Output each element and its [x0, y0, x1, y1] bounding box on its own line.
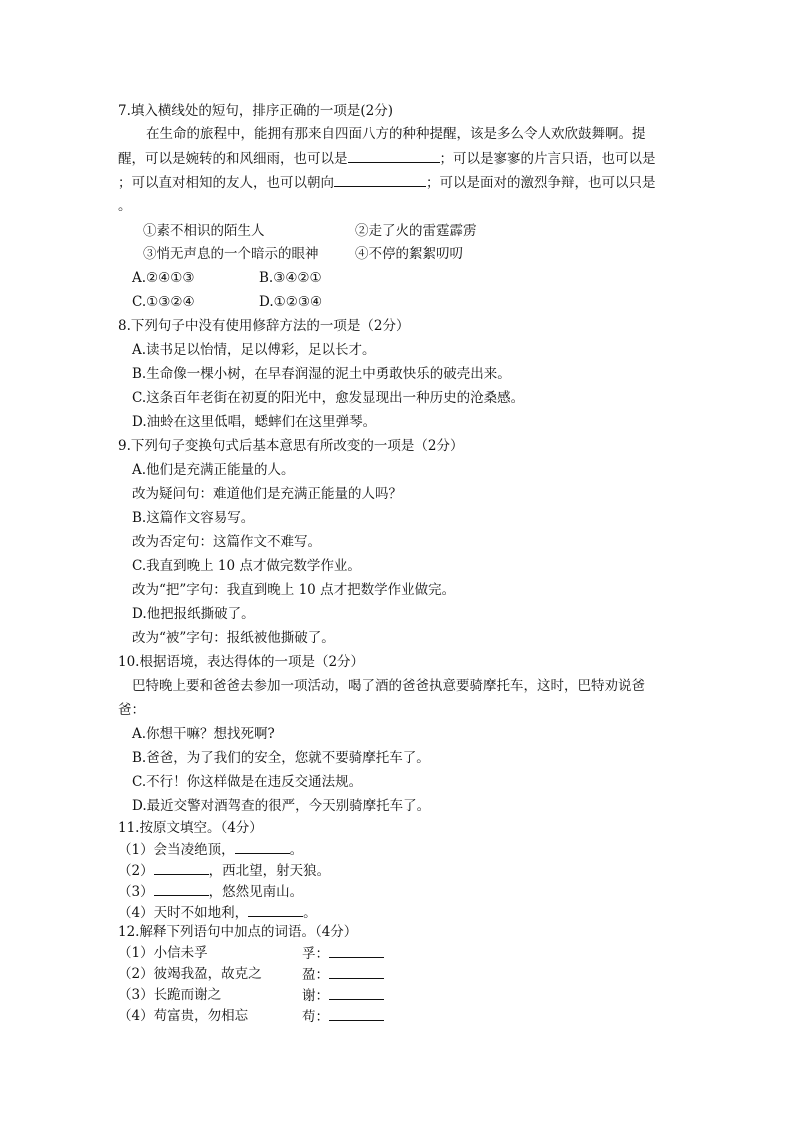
- q7-item-4: ④不停的絮絮叨叨: [355, 246, 463, 262]
- q12-word-1: 孚：: [302, 943, 384, 964]
- blank[interactable]: [334, 172, 426, 187]
- blank[interactable]: [248, 902, 303, 917]
- q8-option-c: C.这条百年老街在初夏的阳光中，愈发显现出一种历史的沧桑感。: [132, 390, 525, 406]
- blank[interactable]: [329, 943, 384, 958]
- q7-item-2: ②走了火的雷霆霹雳: [355, 223, 477, 239]
- q7-option-d: D.①②③④: [259, 294, 323, 310]
- q10-context-line1: 巴特晚上要和爸爸去参加一项活动，喝了酒的爸爸执意要骑摩托车，这时，巴特劝说爸: [132, 678, 645, 694]
- q9-change-a: 改为疑问句：难道他们是充满正能量的人吗？: [132, 486, 402, 502]
- q9-change-c: 改为“把”字句：我直到晚上 10 点才把数学作业做完。: [132, 582, 456, 598]
- q11-line-4: （4）天时不如地利， 。: [118, 902, 317, 923]
- q7-passage-line2: 醒，可以是婉转的和风细雨，也可以是 ；可以是寥寥的片言只语，也可以是: [118, 148, 656, 169]
- q12-sentence-1: （1）小信未孚: [118, 945, 208, 961]
- q9-change-d: 改为“被”字句：报纸被他撕破了。: [132, 630, 335, 646]
- q9-change-b: 改为否定句：这篇作文不难写。: [132, 534, 321, 550]
- q10-option-b: B.爸爸，为了我们的安全，您就不要骑摩托车了。: [132, 750, 430, 766]
- q7-item-1: ①素不相识的陌生人: [143, 223, 265, 239]
- q12-title: 12.解释下列语句中加点的词语。（4分）: [118, 924, 358, 940]
- blank[interactable]: [154, 860, 209, 875]
- q11-line-3: （3） ，悠然见南山。: [118, 881, 303, 902]
- q10-context-line2: 爸：: [118, 702, 145, 718]
- q10-title: 10.根据语境，表达得体的一项是（2分）: [118, 654, 365, 670]
- q12-word-3: 谢：: [302, 985, 384, 1006]
- blank[interactable]: [329, 964, 384, 979]
- q11-title: 11.按原文填空。（4分）: [118, 820, 263, 836]
- q12-sentence-3: （3）长跪而谢之: [118, 987, 222, 1003]
- q7-item-3: ③悄无声息的一个暗示的眼神: [143, 246, 319, 262]
- blank[interactable]: [348, 148, 440, 163]
- q9-option-b: B.这篇作文容易写。: [132, 510, 255, 526]
- q7-option-c: C.①③②④: [132, 294, 195, 310]
- q8-option-a: A.读书足以怡情，足以傅彩，足以长才。: [132, 342, 376, 358]
- blank[interactable]: [154, 881, 209, 896]
- q12-word-4: 苟：: [302, 1006, 384, 1027]
- q8-title: 8.下列句子中没有使用修辞方法的一项是（2分）: [118, 318, 410, 334]
- q7-option-b: B.③④②①: [259, 270, 322, 286]
- q10-option-d: D.最近交警对酒驾查的很严，今天别骑摩托车了。: [132, 798, 431, 814]
- q9-option-a: A.他们是充满正能量的人。: [132, 462, 295, 478]
- q10-option-a: A.你想干嘛？想找死啊?: [132, 726, 275, 742]
- blank[interactable]: [235, 839, 290, 854]
- q11-line-2: （2） ，西北望，射天狼。: [118, 860, 330, 881]
- q8-option-d: D.油蛉在这里低唱，蟋蟀们在这里弹琴。: [132, 414, 377, 430]
- q7-passage-line1: 在生命的旅程中，能拥有那来自四面八方的种种提醒，该是多么令人欢欣鼓舞啊。提: [146, 126, 646, 142]
- q7-option-a: A.②④①③: [132, 270, 195, 286]
- q11-line-1: （1）会当凌绝顶， 。: [118, 839, 303, 860]
- q12-sentence-2: （2）彼竭我盈，故克之: [118, 966, 262, 982]
- q7-passage-line3: ；可以直对相知的友人，也可以朝向 ；可以是面对的激烈争辩，也可以只是: [118, 172, 656, 193]
- q9-option-d: D.他把报纸撕破了。: [132, 606, 255, 622]
- q8-option-b: B.生命像一棵小树，在早春润湿的泥土中勇敢快乐的破壳出来。: [132, 366, 511, 382]
- blank[interactable]: [329, 985, 384, 1000]
- q12-sentence-4: （4）苟富贵，勿相忘: [118, 1008, 249, 1024]
- q7-title: 7.填入横线处的短句，排序正确的一项是(2分): [118, 103, 394, 119]
- q9-title: 9.下列句子变换句式后基本意思有所改变的一项是（2分）: [118, 438, 464, 454]
- q7-passage-line4: 。: [118, 198, 132, 214]
- q10-option-c: C.不行！你这样做是在违反交通法规。: [132, 774, 363, 790]
- q9-option-c: C.我直到晚上 10 点才做完数学作业。: [132, 558, 361, 574]
- blank[interactable]: [329, 1006, 384, 1021]
- q12-word-2: 盈：: [302, 964, 384, 985]
